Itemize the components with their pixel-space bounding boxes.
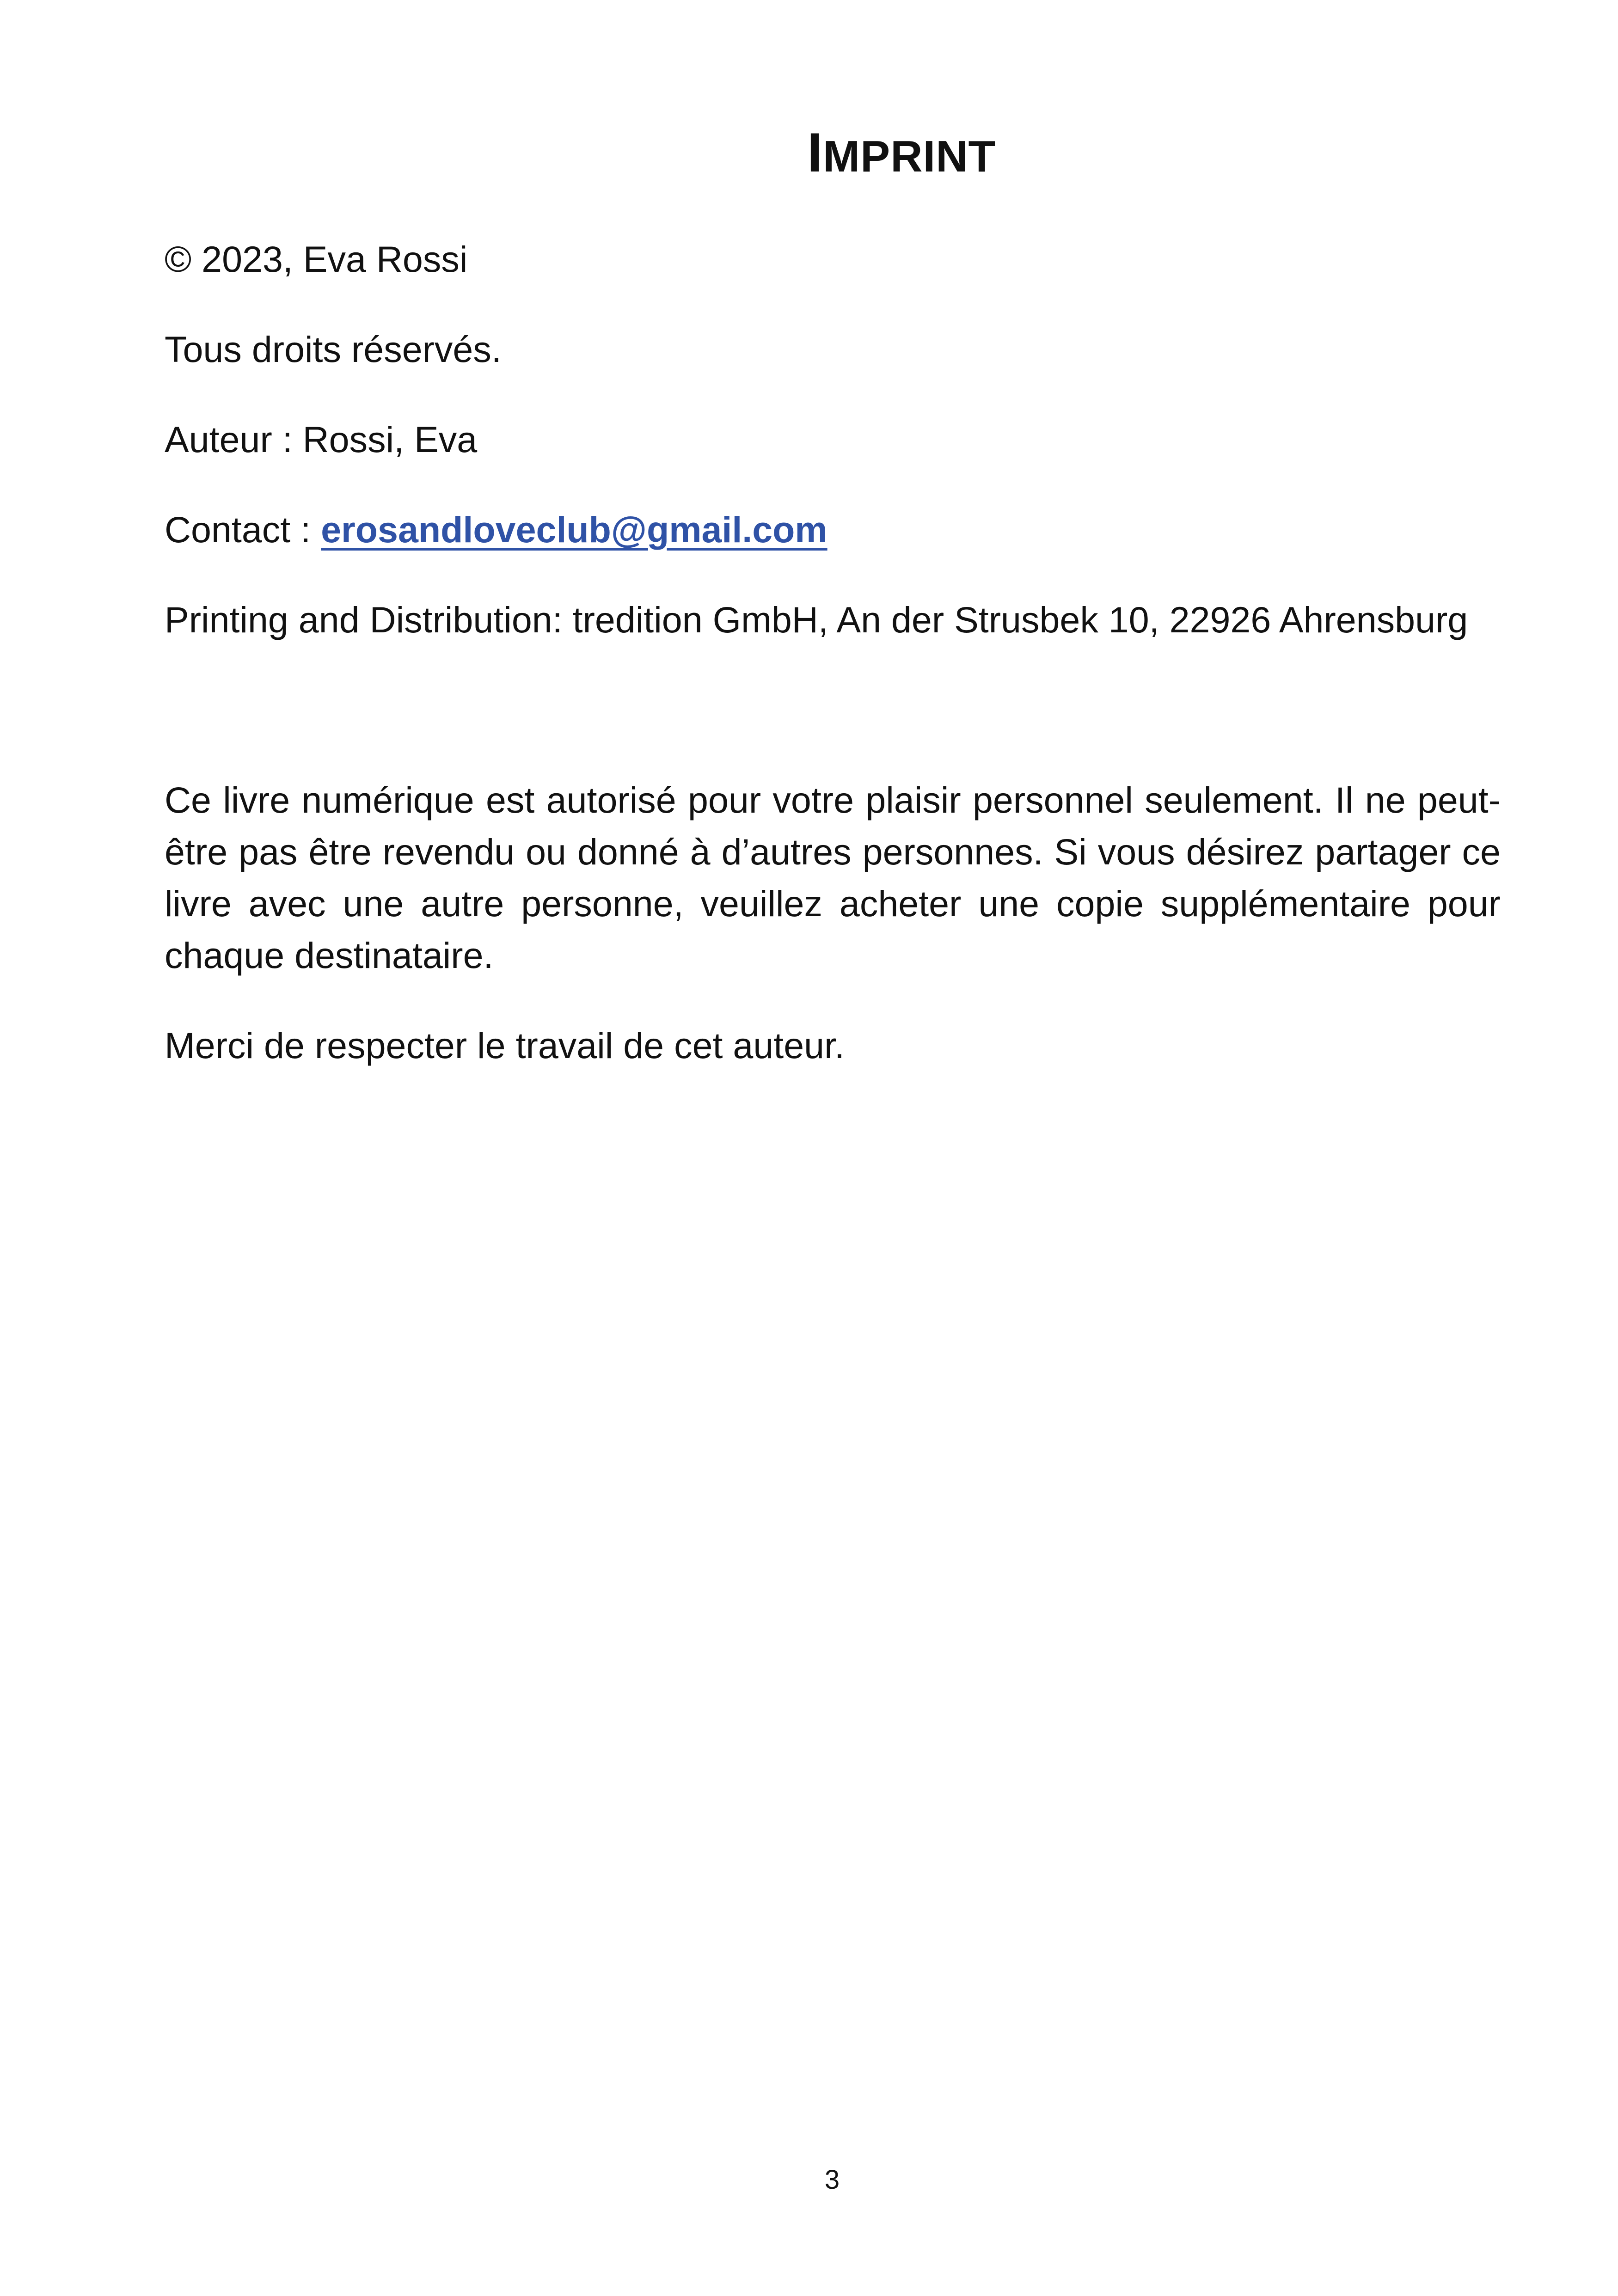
ebook-notice: Ce livre numérique est autorisé pour votre plaisir personnel seulement. Il ne peut-être pas être revendu ou donné à d’autres personnes. Si vous désirez partager ce livre avec une autre personne, veuillez acheter une copie supplémentaire pour chaque destinataire. [165, 779, 1501, 976]
page-number: 3 [824, 2165, 840, 2195]
section-spacer [165, 684, 1501, 774]
page-title [0, 118, 1618, 191]
copyright-line: © 2023, Eva Rossi [165, 239, 468, 280]
contact-label: Contact : [165, 509, 321, 550]
rights-line: Tous droits réservés. [165, 329, 502, 370]
imprint-content [165, 233, 1501, 1110]
contact-line [165, 504, 1501, 556]
thanks-line: Merci de respecter le travail de cet auteur. [165, 1025, 845, 1066]
author-line: Auteur : Rossi, Eva [165, 419, 478, 460]
distribution-line: Printing and Distribution: tredition GmbH, An der Strusbek 10, 22926 Ahrensburg [165, 599, 1468, 640]
page-title-small-caps: MPRINT [823, 132, 996, 181]
contact-email-link[interactable]: erosandloveclub@gmail.com [321, 509, 827, 550]
page-title-initial: I [807, 122, 823, 184]
